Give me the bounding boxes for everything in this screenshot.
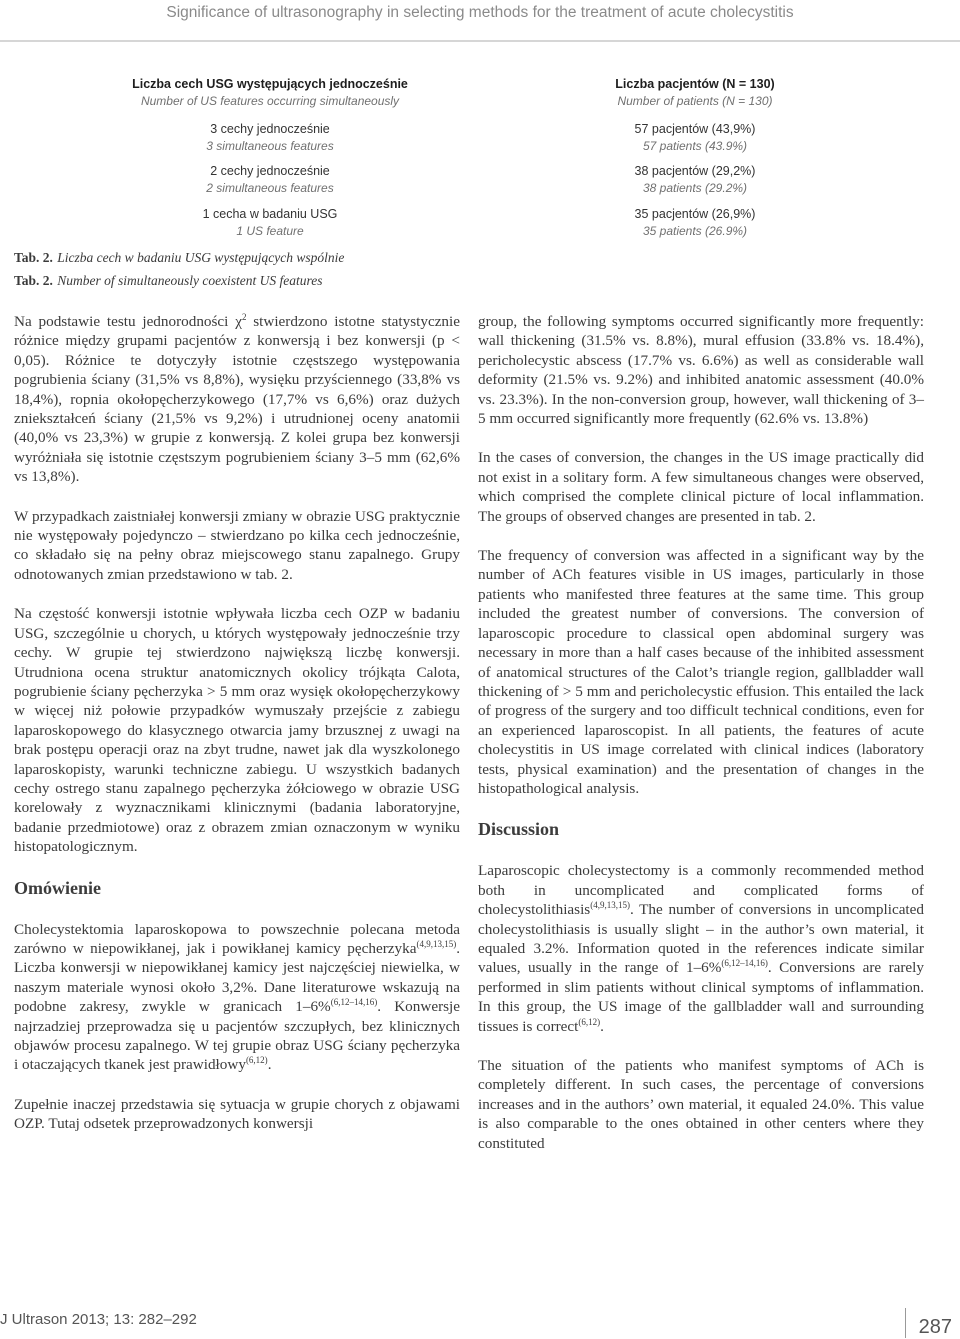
paragraph [14,312,460,487]
text-run: stwierdzono istotne statystycznie różnice między grupami pacjentów z konwersją i bez konwersji (p < 0,05). Różnice te dotyczyły istotnie częstszego występowania pogrubienia ściany (31,5% vs 8,8%), wysięku przyściennego (33,8% vs 18,4%), ropnia okołopęcherzykowego (17,7% vs 6,6%) oraz dużych zniekształceń ściany (21,5% vs 9,2%) i utrudnionej oceny anatomii (40,0% vs 23,3%) w grupie z konwersją. Z kolei grupa bez konwersji wyróżniała się istotnie częstszym pogrubieniem ściany 3–5 mm (62,6% vs 13,8%). [14,313,460,486]
table-cell: 2 simultaneous features [206,181,334,195]
paragraph: Na częstość konwersji istotnie wpływała liczba cech OZP w badaniu USG, szczególnie u chorych, u których występowały jednocześnie trzy cechy. W grupie tej stwierdzono największą liczbę konwersji. Utrudniona ocena struktur anatomicznych okolicy trójkąta Calota, pogrubienie ściany pęcherzyka > 5 mm oraz wysięk okołopęcherzykowy w więcej niż połowie przypadków wymuszały przejście z zabiegu laparoskopowego do klasycznego otwarcia jamy brzusznej z uwagi na brak postępu operacji oraz na zbyt trudne, nawet jak dla wyszkolonego laparoskopisty, warunki techniczne zabiegu. U wszystkich badanych cechy ostrego stanu zapalnego pęcherzyka żółciowego w obrazie USG korelowały z wyznacznikami klinicznymi (badania laboratoryjne, badanie przedmiotowe) oraz z obrazem zmian oznaczonym w wyniku histopatologicznym. [14,605,460,856]
table-cell: 35 patients (26.9%) [642,224,748,238]
body-column-english [478,312,924,1173]
table-caption-pl [14,249,344,267]
table-cell: 57 pacjentów (43,9%) [634,122,756,136]
table-header-features [70,76,470,109]
table-row-1-features [70,121,470,154]
text-run: Na podstawie testu jednorodności χ [14,313,242,330]
paragraph: The frequency of conversion was affected in a significant way by the number of ACh features visible in US images, particularly in those patients who manifested three features at the same time. This group included the greatest number of conversions. The conversion of laparoscopic procedure to classical open abdominal surgery was necessary in more than a half cases because of the inhibited assessment of anatomical structures of the Calot’s triangle region, gallbladder wall thickening of > 5 mm and pericholecystic effusion. This entailed the lack of progress of the surgery and too difficult technical conditions, even for an experienced laparoscopist. In all patients, the features of acute cholecystitis in US image correlated with clinical indices (laboratory tests, physical examination) and the presentation of changes in the histopathological analysis. [478,547,924,797]
page-number: 287 [918,1316,952,1338]
text-run: . The number of conversions in uncomplicated cholecystolithiasis is usually slight – in the author’s own material, it equaled 3.2%. Information quoted in the references indicate similar values, usually in the range of 1–6% [478,901,924,977]
citation-superscript: (6,12–14,16) [721,958,768,969]
table-header-features-en: Number of US features occurring simultaneously [140,94,400,108]
citation-superscript: (4,9,13,15) [416,938,457,949]
table-cell: 3 simultaneous features [206,139,334,153]
text-run: . [600,1017,604,1035]
citation-superscript: (6,12) [245,1055,268,1066]
table-header-patients [500,76,890,109]
table-cell: 57 patients (43.9%) [642,139,748,153]
table-caption-en [14,272,323,290]
table-row-1-patients [500,121,890,154]
paragraph: W przypadkach zaistniałej konwersji zmiany w obrazie USG praktycznie nie występowały pojedynczo – stwierdzano po kilka cech jednocześnie, co składało się na pełny obraz miejscowego stanu zapalnego. Grupy odnotowanych zmian przedstawiono w tab. 2. [14,507,460,583]
section-heading-discussion: Discussion [478,819,560,840]
text-run: . [267,1056,272,1074]
paragraph: Zupełnie inaczej przedstawia się sytuacja w grupie chorych z objawami OZP. Tutaj odsetek przeprowadzonych konwersji [14,1095,460,1133]
text-run: . Conversions are rarely performed in slim patients without clinical symptoms of inflammation. In this group, the US image of the gallbladder wall and surrounding tissues is correct [478,959,924,1035]
table-header-features-pl: Liczba cech USG występujących jednocześnie [132,77,408,91]
table-row-3-patients [500,206,890,239]
table-cell: 2 cechy jednocześnie [210,164,330,178]
table-caption-label: Tab. 2. [14,250,53,265]
table-cell: 1 cecha w badaniu USG [202,207,338,221]
paragraph [14,920,460,1075]
journal-citation: J Ultrason 2013; 13: 282–292 [0,1311,197,1328]
table-caption-label: Tab. 2. [14,273,53,288]
paragraph: In the cases of conversion, the changes in the US image practically did not exist in a solitary form. A few simultaneous changes were observed, which comprised the complete clinical picture of local inflammation. The groups of observed changes are presented in tab. 2. [478,449,924,525]
table-header-patients-pl: Liczba pacjentów (N = 130) [615,77,775,91]
text-run: . Konwersje najrzadziej przeprowadza się u pacjentów szczupłych, bez klinicznych objawów procesu zapalnego. W tej grupie obraz USG ściany pęcherzyka i otaczających tkanek jest prawidłowy [14,998,460,1074]
text-run: Laparoscopic cholecystectomy is a commonly recommended method both in uncomplicated and complicated forms of cholecystolithiasis [478,862,924,919]
table-caption-title-en: Number of simultaneously coexistent US features [57,273,323,288]
citation-superscript: (4,9,13,15) [590,900,630,911]
citation-superscript: (6,12–14,16) [330,997,378,1008]
table-cell: 1 US feature [236,224,304,238]
table-cell: 38 patients (29.2%) [642,181,748,195]
superscript: 2 [241,311,247,322]
page-number-divider [905,1308,906,1338]
text-run: Cholecystektomia laparoskopowa to powszechnie polecana metoda zarówno w niepowikłanej, jak i powikłanej kamicy pęcherzyka [14,920,460,957]
paragraph [478,861,924,1036]
table-row-2-features [70,163,470,196]
header-rule [0,40,960,42]
paragraph: The situation of the patients who manifest symptoms of ACh is completely different. In such cases, the percentage of conversions increases and in the authors’ own material, it equaled 24.0%. This value is also comparable to the ones obtained in other centers where they constituted [478,1057,924,1152]
table-header-patients-en: Number of patients (N = 130) [617,94,773,108]
body-column-polish [14,312,460,1154]
table-cell: 3 cechy jednocześnie [210,122,330,136]
table-cell: 38 pacjentów (29,2%) [634,164,756,178]
table-caption-title-pl: Liczba cech w badaniu USG występujących wspólnie [57,250,345,265]
paragraph: group, the following symptoms occurred significantly more frequently: wall thickening (31.5% vs. 8.8%), mural effusion (33.8% vs. 18.4%), pericholecystic abscess (17.7% vs. 6.6%) as well as considerable wall deformity (21.5% vs. 9.2%) and inhibited anatomic assessment (40.0% vs. 23.3%). In the non-conversion group, however, wall thickening of 3–5 mm occurred significantly more frequently (62.6% vs. 13.8%) [478,313,924,428]
running-header: Significance of ultrasonography in selecting methods for the treatment of acute cholecystitis [166,4,794,21]
table-row-3-features [70,206,470,239]
table-row-2-patients [500,163,890,196]
text-run: . Liczba konwersji w niepowikłanej kamicy jest najczęściej niewielka, w naszym materiale wynosi około 3,2%. Dane literaturowe wskazują na podobne zakresy, zwykle w granicach 1–6% [14,939,460,1016]
section-heading-omowienie: Omówienie [14,877,101,898]
table-cell: 35 pacjentów (26,9%) [634,207,756,221]
citation-superscript: (6,12) [578,1016,601,1027]
